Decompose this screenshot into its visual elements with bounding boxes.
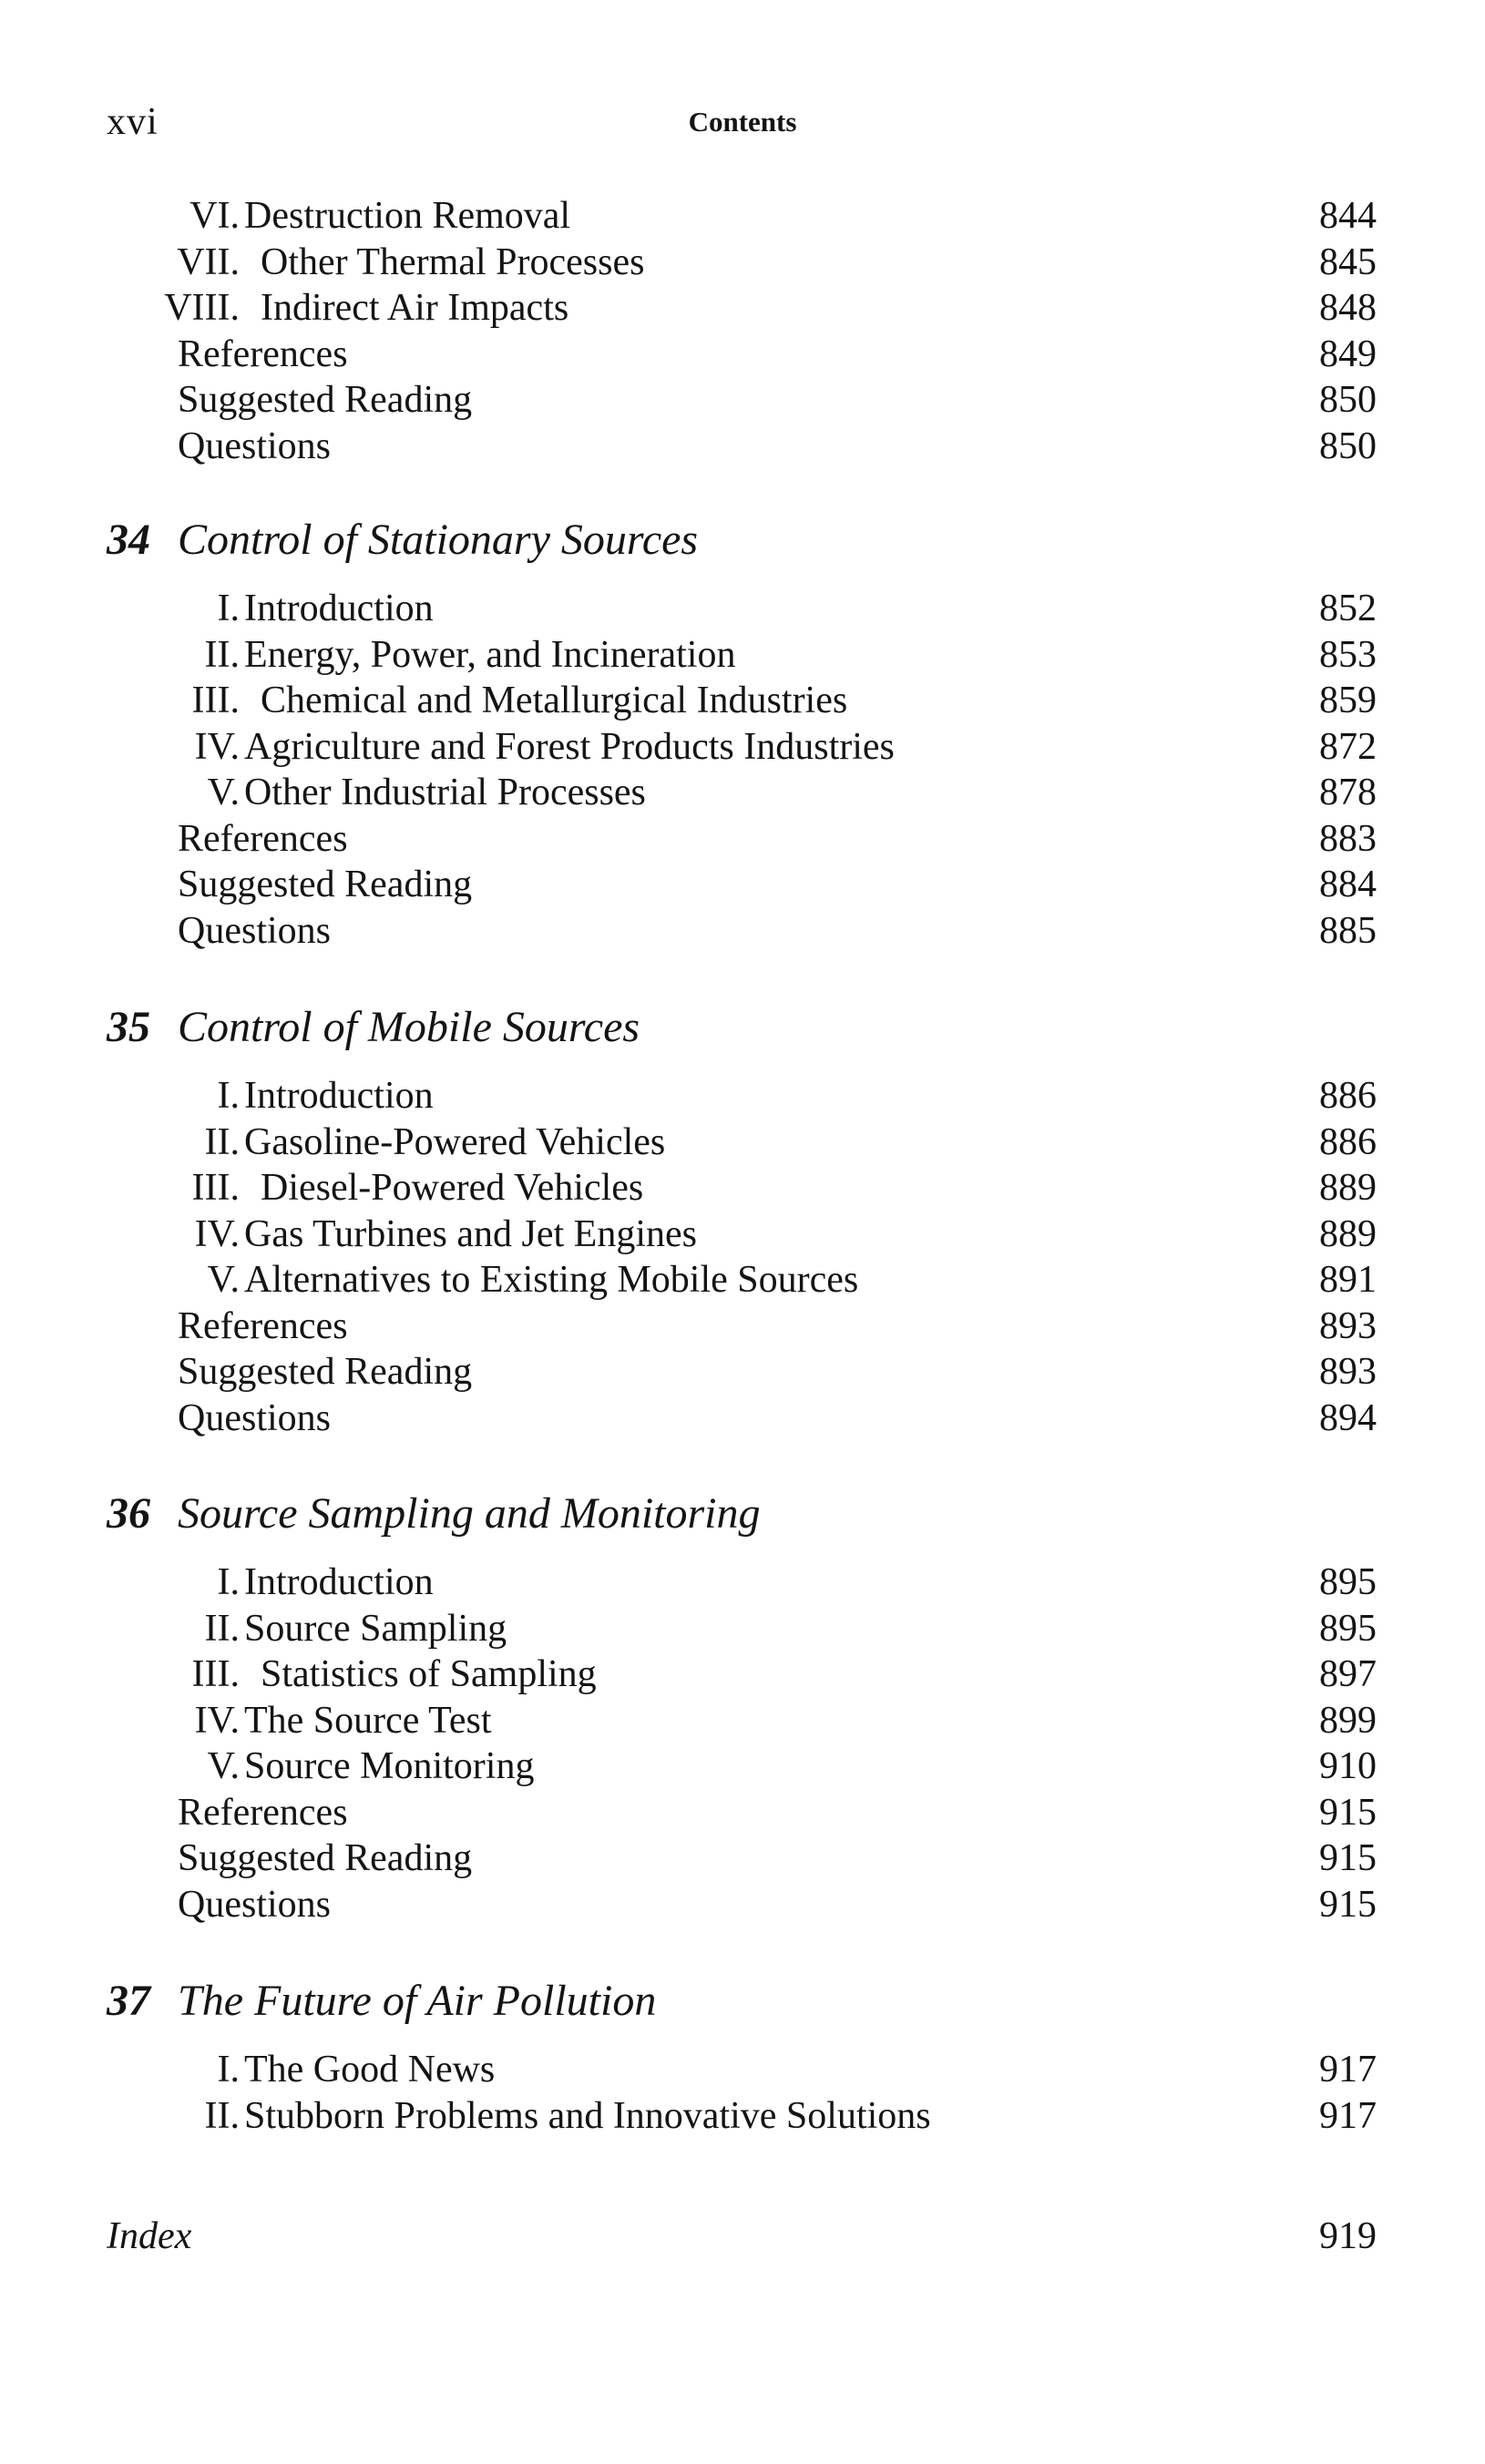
- entry-title: Gasoline-Powered Vehicles: [244, 1120, 666, 1163]
- entry-page-number: 889: [1319, 1212, 1377, 1255]
- entry-numeral: IV.: [194, 1699, 240, 1742]
- toc-entry[interactable]: [0, 193, 1485, 239]
- chapter-number: 35: [107, 1003, 150, 1051]
- chapter-title: Control of Stationary Sources: [178, 516, 699, 564]
- entry-title: Diesel-Powered Vehicles: [261, 1167, 644, 1209]
- entry-page-number: 884: [1319, 864, 1377, 905]
- entry-page-number: 850: [1319, 379, 1377, 421]
- toc-entry[interactable]: [0, 1212, 1485, 1257]
- entry-title: References: [178, 1791, 348, 1834]
- toc-entry[interactable]: [0, 632, 1485, 678]
- toc-entry[interactable]: [0, 586, 1485, 631]
- entry-page-number: 852: [1319, 588, 1377, 629]
- chapter-heading[interactable]: [0, 513, 1485, 567]
- entry-page-number: 853: [1319, 633, 1377, 676]
- entry-title: Introduction: [244, 1075, 434, 1117]
- toc-entry[interactable]: [0, 1698, 1485, 1743]
- entry-title: Questions: [178, 424, 331, 467]
- toc-entry[interactable]: [0, 724, 1485, 770]
- entry-numeral: VI.: [189, 195, 240, 237]
- entry-title: Introduction: [244, 1561, 434, 1603]
- toc-entry[interactable]: [0, 1396, 1485, 1441]
- toc-entry[interactable]: [0, 285, 1485, 331]
- entry-page-number: 893: [1319, 1351, 1377, 1393]
- entry-page-number: 848: [1319, 287, 1377, 329]
- index-page-number: 919: [1319, 2215, 1377, 2257]
- toc-entry[interactable]: [0, 816, 1485, 862]
- entry-numeral: IV.: [194, 725, 240, 768]
- entry-page-number: 915: [1319, 1837, 1377, 1879]
- entry-title: Introduction: [244, 588, 434, 629]
- page-folio: xvi: [107, 101, 159, 143]
- chapter-number: 34: [107, 516, 150, 564]
- chapter-number: 37: [107, 1977, 150, 2025]
- entry-title: Other Thermal Processes: [261, 240, 645, 283]
- entry-page-number: 844: [1319, 195, 1377, 237]
- toc-entry[interactable]: [0, 1304, 1485, 1349]
- chapter-heading[interactable]: [0, 1487, 1485, 1541]
- entry-title: Source Monitoring: [244, 1745, 535, 1787]
- entry-title: Suggested Reading: [178, 864, 473, 905]
- entry-page-number: 897: [1319, 1653, 1377, 1695]
- entry-numeral: II.: [204, 633, 240, 676]
- entry-numeral: II.: [204, 1120, 240, 1163]
- chapter-number: 36: [107, 1489, 150, 1538]
- chapter-title: Control of Mobile Sources: [178, 1003, 640, 1051]
- index-label: Index: [107, 2215, 192, 2257]
- entry-page-number: 859: [1319, 680, 1377, 721]
- entry-page-number: 910: [1319, 1745, 1377, 1787]
- entry-title: The Source Test: [244, 1699, 492, 1742]
- running-head: [0, 100, 1485, 146]
- toc-entry-index[interactable]: [0, 2214, 1485, 2259]
- entry-numeral: II.: [204, 2094, 240, 2137]
- chapter-title: The Future of Air Pollution: [178, 1977, 657, 2025]
- entry-title: The Good News: [244, 2049, 496, 2091]
- entry-page-number: 886: [1319, 1120, 1377, 1163]
- entry-title: Agriculture and Forest Products Industries: [244, 725, 895, 768]
- entry-title: Questions: [178, 1883, 331, 1926]
- toc-entry[interactable]: [0, 1257, 1485, 1303]
- entry-page-number: 885: [1319, 909, 1377, 952]
- entry-numeral: I.: [217, 1075, 240, 1117]
- toc-entry[interactable]: [0, 1559, 1485, 1605]
- entry-title: References: [178, 332, 348, 375]
- entry-title: Questions: [178, 909, 331, 952]
- entry-numeral: II.: [204, 1607, 240, 1650]
- entry-numeral: III.: [191, 1167, 240, 1209]
- running-head-title: Contents: [688, 106, 797, 138]
- entry-title: Statistics of Sampling: [261, 1653, 597, 1695]
- entry-page-number: 878: [1319, 772, 1377, 813]
- entry-numeral: V.: [207, 1259, 240, 1301]
- entry-numeral: I.: [217, 1561, 240, 1603]
- toc-entry[interactable]: [0, 424, 1485, 469]
- toc-entry[interactable]: [0, 770, 1485, 815]
- entry-numeral: III.: [191, 680, 240, 721]
- entry-title: Suggested Reading: [178, 1837, 473, 1879]
- toc-entry[interactable]: [0, 1882, 1485, 1927]
- entry-page-number: 894: [1319, 1396, 1377, 1439]
- entry-page-number: 883: [1319, 817, 1377, 860]
- entry-title: Energy, Power, and Incineration: [244, 633, 736, 676]
- entry-numeral: V.: [207, 1745, 240, 1787]
- entry-title: Stubborn Problems and Innovative Solutions: [244, 2094, 931, 2137]
- entry-title: Suggested Reading: [178, 379, 473, 421]
- toc-entry[interactable]: [0, 1120, 1485, 1165]
- toc-entry[interactable]: [0, 678, 1485, 723]
- entry-page-number: 850: [1319, 424, 1377, 467]
- entry-numeral: I.: [217, 588, 240, 629]
- entry-page-number: 895: [1319, 1607, 1377, 1650]
- toc-entry[interactable]: [0, 862, 1485, 907]
- entry-page-number: 917: [1319, 2094, 1377, 2137]
- entry-title: Questions: [178, 1396, 331, 1439]
- entry-title: Chemical and Metallurgical Industries: [261, 680, 848, 721]
- entry-title: Indirect Air Impacts: [261, 287, 569, 329]
- entry-title: Suggested Reading: [178, 1351, 473, 1393]
- entry-page-number: 893: [1319, 1304, 1377, 1347]
- toc-entry[interactable]: [0, 1835, 1485, 1881]
- toc-entry[interactable]: [0, 377, 1485, 423]
- entry-page-number: 917: [1319, 2049, 1377, 2091]
- toc-entry[interactable]: [0, 908, 1485, 954]
- entry-numeral: VII.: [177, 240, 240, 283]
- toc-entry[interactable]: [0, 1073, 1485, 1119]
- entry-page-number: 889: [1319, 1167, 1377, 1209]
- toc-entry[interactable]: [0, 1743, 1485, 1789]
- entry-numeral: V.: [207, 772, 240, 813]
- entry-page-number: 915: [1319, 1883, 1377, 1926]
- entry-title: Other Industrial Processes: [244, 772, 646, 813]
- toc-entry[interactable]: [0, 1349, 1485, 1395]
- entry-numeral: III.: [191, 1653, 240, 1695]
- entry-page-number: 915: [1319, 1791, 1377, 1834]
- entry-page-number: 872: [1319, 725, 1377, 768]
- toc-entry[interactable]: [0, 1165, 1485, 1211]
- entry-page-number: 849: [1319, 332, 1377, 375]
- toc-entry[interactable]: [0, 1790, 1485, 1835]
- chapter-heading[interactable]: [0, 1974, 1485, 2029]
- chapter-heading[interactable]: [0, 1000, 1485, 1055]
- entry-page-number: 886: [1319, 1075, 1377, 1117]
- entry-page-number: 895: [1319, 1561, 1377, 1603]
- toc-entry[interactable]: [0, 240, 1485, 285]
- entry-numeral: VIII.: [164, 287, 240, 329]
- entry-title: Gas Turbines and Jet Engines: [244, 1212, 697, 1255]
- toc-entry[interactable]: [0, 1606, 1485, 1651]
- toc-entry[interactable]: [0, 2093, 1485, 2139]
- entry-page-number: 891: [1319, 1259, 1377, 1301]
- entry-page-number: 845: [1319, 240, 1377, 283]
- chapter-title: Source Sampling and Monitoring: [178, 1489, 761, 1538]
- entry-title: References: [178, 817, 348, 860]
- entry-page-number: 899: [1319, 1699, 1377, 1742]
- entry-numeral: I.: [217, 2049, 240, 2091]
- entry-title: Destruction Removal: [244, 195, 571, 237]
- entry-title: References: [178, 1304, 348, 1347]
- toc-entry[interactable]: [0, 332, 1485, 377]
- entry-title: Source Sampling: [244, 1607, 507, 1650]
- toc-entry[interactable]: [0, 1651, 1485, 1697]
- entry-title: Alternatives to Existing Mobile Sources: [244, 1259, 859, 1301]
- entry-numeral: IV.: [194, 1212, 240, 1255]
- toc-entry[interactable]: [0, 2047, 1485, 2092]
